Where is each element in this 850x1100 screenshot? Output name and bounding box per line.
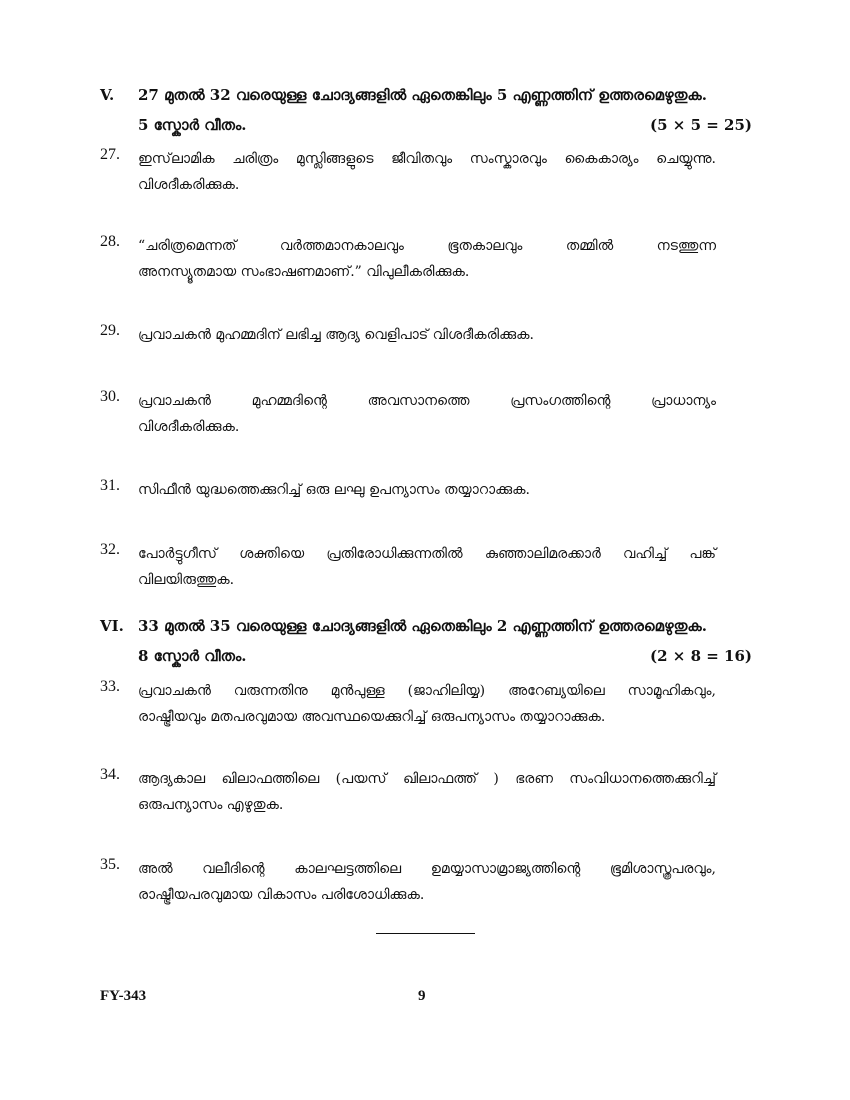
question-line: രാഷ്ട്രീയപരവുമായ വികാസം പരിശോധിക്കുക.	[138, 887, 425, 903]
section-v-marks: (5 × 5 = 25)	[650, 116, 752, 134]
section-vi-score-note: 8 സ്കോർ വീതം.	[138, 647, 247, 665]
section-v-instruction-line	[100, 86, 752, 116]
question-line: പ്രവാചകൻ മുഹമ്മദിന് ലഭിച്ച ആദ്യ വെളിപാട് വിശദീകരിക്കുക.	[138, 327, 534, 343]
question-text	[138, 233, 716, 285]
question-number: 34.	[100, 766, 120, 783]
question-text	[138, 146, 716, 198]
section-v-header	[100, 86, 752, 146]
question-line: രാഷ്ട്രീയവും മതപരവുമായ അവസ്ഥയെക്കുറിച്ച് ഒരുപന്യാസം തയ്യാറാക്കുക.	[138, 709, 606, 725]
question-number: 32.	[100, 541, 120, 558]
question-line: സിഫീൻ യുദ്ധത്തെക്കുറിച്ച് ഒരു ലഘു ഉപന്യാസം തയ്യാറാക്കുക.	[138, 482, 530, 498]
question-line: വിലയിരുത്തുക.	[138, 572, 235, 588]
question-line: പോർട്ടുഗീസ് ശക്തിയെ പ്രതിരോധിക്കുന്നതിൽ കുഞ്ഞാലിമരക്കാർ വഹിച്ച് പങ്ക്	[138, 546, 716, 562]
question-number: 28.	[100, 233, 120, 250]
question-line: ഒരുപന്യാസം എഴുതുക.	[138, 797, 284, 813]
question-number: 29.	[100, 322, 120, 339]
question-line: പ്രവാചകൻ മുഹമ്മദിന്റെ അവസാനത്തെ പ്രസംഗത്തിന്റെ പ്രാധാന്യം	[138, 393, 716, 409]
question-text	[138, 477, 716, 503]
section-vi-number: VI.	[100, 617, 124, 635]
question-text	[138, 388, 716, 440]
question-line: വിശദീകരിക്കുക.	[138, 419, 240, 435]
question-number: 27.	[100, 146, 120, 163]
question-text	[138, 856, 716, 908]
question-number: 33.	[100, 678, 120, 695]
section-vi-marks: (2 × 8 = 16)	[650, 647, 752, 665]
question-line: “ചരിത്രമെന്നത് വർത്തമാനകാലവും ഭൂതകാലവും തമ്മിൽ നടത്തുന്ന	[138, 238, 716, 254]
section-vi-instruction-line	[100, 617, 752, 647]
question-line: പ്രവാചകൻ വരുന്നതിനു മുൻപുള്ള (ജാഹിലിയ്യ) അറേബ്യയിലെ സാമൂഹികവും,	[138, 683, 716, 699]
question-line: അൽ വലീദിന്റെ കാലഘട്ടത്തിലെ ഉമയ്യാസാമ്രാജ്യത്തിന്റെ ഭൂമിശാസ്ത്രപരവും,	[138, 861, 716, 877]
question-line: അനസ്യൂതമായ സംഭാഷണമാണ്.” വിപുലീകരിക്കുക.	[138, 264, 470, 280]
section-vi-score-line	[100, 647, 752, 677]
question-text	[138, 541, 716, 593]
question-text	[138, 678, 716, 730]
section-v-instruction: 27 മുതൽ 32 വരെയുള്ള ചോദ്യങ്ങളിൽ ഏതെങ്കിലും 5 എണ്ണത്തിന് ഉത്തരമെഴുതുക.	[138, 86, 707, 104]
end-rule-divider	[376, 933, 475, 934]
question-text	[138, 766, 716, 818]
question-line: വിശദീകരിക്കുക.	[138, 177, 240, 193]
question-line: ഇസ്‌ലാമിക ചരിത്രം മുസ്ലിങ്ങളുടെ ജീവിതവും സംസ്കാരവും കൈകാര്യം ചെയ്യുന്നു.	[138, 151, 716, 167]
section-vi-header	[100, 617, 752, 677]
question-number: 30.	[100, 388, 120, 405]
footer-paper-code: FY-343	[100, 988, 147, 1004]
section-v-number: V.	[100, 86, 115, 104]
question-line: ആദ്യകാല ഖിലാഫത്തിലെ (പയസ് ഖിലാഫത്ത് ) ഭരണ സംവിധാനത്തെക്കുറിച്ച്	[138, 771, 716, 787]
section-v-score-line	[100, 116, 752, 146]
section-v-score-note: 5 സ്കോർ വീതം.	[138, 116, 247, 134]
footer-page-number: 9	[418, 988, 426, 1004]
question-number: 31.	[100, 477, 120, 494]
section-vi-instruction: 33 മുതൽ 35 വരെയുള്ള ചോദ്യങ്ങളിൽ ഏതെങ്കിലും 2 എണ്ണത്തിന് ഉത്തരമെഴുതുക.	[138, 617, 707, 635]
question-text	[138, 322, 716, 348]
question-number: 35.	[100, 856, 120, 873]
